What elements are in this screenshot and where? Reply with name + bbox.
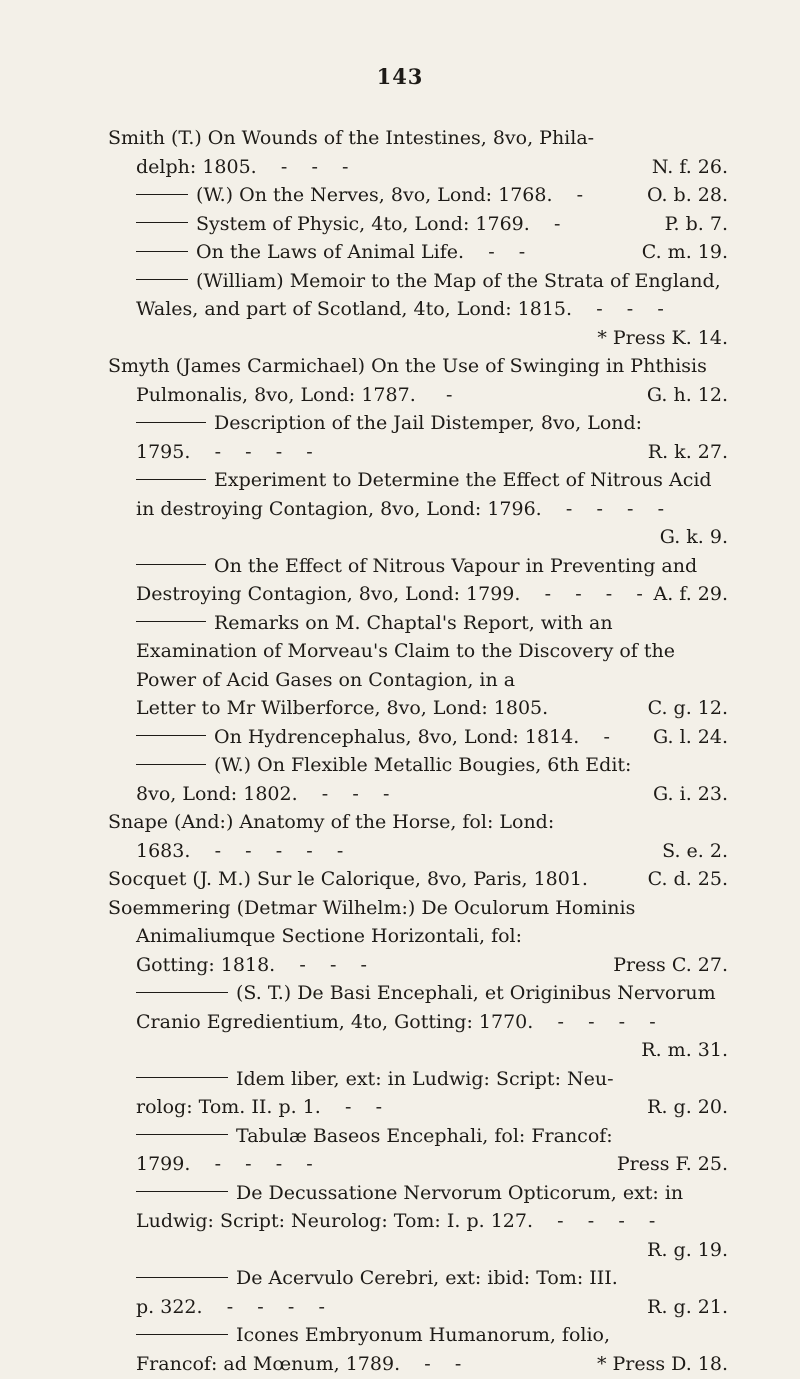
- catalogue-list: [108, 124, 728, 1378]
- leader-dashes: -: [421, 383, 453, 406]
- ditto-rule: [136, 735, 206, 736]
- entry-text: Soemmering (Detmar Wilhelm:) De Oculorum Hominis Animaliumque Sectione Horizontali, fol:: [108, 896, 636, 947]
- entry-imprint-text: 1799.: [466, 583, 521, 605]
- entry-imprint-text: Socquet (J. M.) Sur le Calorique, 8vo, Paris, 1801.: [108, 868, 588, 890]
- entry-imprint: [136, 954, 367, 976]
- ditto-rule: [136, 194, 188, 195]
- catalogue-entry: [108, 808, 728, 865]
- leader-dashes: - - - -: [190, 440, 313, 463]
- entry-imprint: [136, 840, 343, 862]
- shelf-reference: * Press D. 18.: [596, 1352, 728, 1375]
- leader-dashes: - - - -: [520, 583, 643, 605]
- shelf-reference: R. g. 20.: [647, 1096, 728, 1118]
- leader-dashes: - - - -: [533, 1010, 656, 1033]
- ditto-rule: [136, 1191, 228, 1192]
- catalogue-entry: [108, 181, 728, 210]
- ditto-rule: [136, 279, 188, 280]
- entry-text: De Decussatione Nervorum Opticorum, ext: in Ludwig: Script: Neurolog: Tom: I.: [136, 1181, 684, 1232]
- entry-imprint-text: 1795.: [136, 440, 191, 463]
- entry-imprint: [457, 298, 664, 320]
- leader-dashes: - - - -: [202, 1295, 325, 1318]
- leader-dashes: - - -: [297, 782, 390, 805]
- leader-dashes: - -: [320, 1096, 382, 1118]
- catalogue-entry: [108, 1321, 728, 1378]
- entry-imprint: [136, 1153, 313, 1175]
- leader-dashes: - - -: [256, 155, 349, 178]
- leader-dashes: -: [529, 212, 561, 235]
- entry-imprint: [466, 1210, 655, 1232]
- entry-text: Experiment to Determine the Effect of Nitrous Acid in destroying Contagion, 8vo, Lond:: [136, 469, 712, 520]
- entry-text: Smith (T.) On Wounds of the Intestines, 8vo, Phila-: [108, 127, 595, 149]
- catalogue-entry: [108, 1122, 728, 1179]
- catalogue-entry: [108, 1179, 728, 1265]
- entry-text: On the Effect of Nitrous Vapour in Preventing and Destroying Contagion, 8vo, Lond:: [136, 554, 698, 605]
- ditto-rule: [136, 1134, 228, 1135]
- leader-dashes: - -: [464, 241, 526, 263]
- entry-imprint: [136, 1096, 382, 1118]
- catalogue-entry: [108, 267, 728, 353]
- shelf-reference: * Press K. 14.: [597, 326, 728, 349]
- entry-imprint-text: 1796.: [487, 497, 542, 520]
- ditto-rule: [136, 422, 206, 423]
- shelf-reference: G. l. 24.: [653, 725, 728, 748]
- catalogue-entry: [108, 238, 728, 267]
- catalogue-entry: [108, 124, 728, 181]
- catalogue-entry: [108, 1065, 728, 1122]
- leader-dashes: - - -: [572, 298, 664, 320]
- entry-imprint-text: 1683.: [136, 839, 191, 862]
- entry-imprint-text: On Hydrencephalus, 8vo, Lond: 1814.: [214, 725, 580, 748]
- ditto-rule: [136, 1334, 228, 1335]
- entry-text: (S. T.) De Basi Encephali, et Originibus Nervorum Cranio Egredientium, 4to, Gotting:: [136, 982, 716, 1033]
- entry-imprint-text: Gotting: 1818.: [136, 953, 276, 976]
- entry-imprint: [196, 241, 525, 263]
- leader-dashes: - - - -: [541, 497, 665, 520]
- page-number: 143: [376, 64, 424, 89]
- shelf-reference: P. b. 7.: [664, 212, 728, 235]
- ditto-rule: [136, 479, 206, 480]
- entry-text: Tabulæ Baseos Encephali, fol: Francof:: [236, 1124, 613, 1147]
- entry-imprint: [136, 441, 313, 463]
- leader-dashes: -: [552, 184, 584, 206]
- catalogue-entry: [108, 409, 728, 466]
- ditto-rule: [136, 621, 206, 622]
- entry-imprint-text: Francof: ad Mœnum, 1789.: [136, 1352, 401, 1375]
- entry-imprint: [136, 783, 389, 805]
- entry-imprint-text: 1799.: [136, 1153, 191, 1175]
- entry-imprint-text: Letter to Mr Wilberforce, 8vo, Lond: 1805.: [136, 697, 549, 719]
- shelf-reference: O. b. 28.: [646, 184, 728, 206]
- shelf-reference: G. h. 12.: [646, 383, 728, 406]
- entry-text: De Acervulo Cerebri, ext: ibid: Tom: III.: [236, 1267, 618, 1289]
- entry-text: Icones Embryonum Humanorum, folio,: [236, 1324, 611, 1346]
- shelf-reference: S. e. 2.: [662, 839, 728, 862]
- entry-imprint-text: Lond: 1815.: [456, 298, 573, 320]
- ditto-rule: [136, 764, 206, 765]
- shelf-reference: R. k. 27.: [647, 440, 728, 463]
- shelf-reference: C. g. 12.: [647, 697, 728, 719]
- leader-dashes: - -: [400, 1352, 462, 1375]
- ditto-rule: [136, 251, 188, 252]
- catalogue-entry: [108, 865, 728, 894]
- catalogue-entry: [108, 609, 728, 723]
- shelf-reference: C. d. 25.: [647, 868, 728, 890]
- entry-imprint: [479, 1011, 656, 1033]
- shelf-reference: R. g. 19.: [647, 1238, 728, 1261]
- entry-imprint-text: 1770.: [478, 1010, 534, 1033]
- entry-imprint: [136, 156, 348, 178]
- shelf-reference: R. g. 21.: [647, 1295, 728, 1318]
- entry-text: Smyth (James Carmichael) On the Use of Swinging in Phthisis Pulmonalis, 8vo, Lond: 1787.: [108, 355, 707, 406]
- ditto-rule: [136, 1077, 228, 1078]
- entry-imprint: [196, 184, 583, 206]
- entry-imprint: [214, 726, 610, 748]
- ditto-rule: [136, 564, 206, 565]
- ditto-rule: [136, 222, 188, 223]
- shelf-reference: N. f. 26.: [651, 155, 728, 178]
- entry-imprint: [422, 384, 453, 406]
- leader-dashes: - - - -: [190, 1153, 313, 1175]
- catalogue-entry: [108, 552, 728, 609]
- shelf-reference: R. m. 31.: [641, 1039, 728, 1061]
- shelf-reference: G. i. 23.: [653, 782, 728, 805]
- catalogue-entry: [108, 894, 728, 980]
- catalogue-entry: [108, 352, 728, 409]
- entry-imprint-text: rolog: Tom. II. p. 1.: [136, 1096, 321, 1118]
- entry-imprint: [136, 1296, 325, 1318]
- entry-imprint: [108, 868, 588, 890]
- entry-imprint: [487, 498, 664, 520]
- ditto-rule: [136, 1277, 228, 1278]
- entry-imprint-text: p. 322.: [136, 1295, 203, 1318]
- ditto-rule: [136, 992, 228, 993]
- entry-text: (W.) On Flexible Metallic Bougies, 6th Edit:: [214, 754, 632, 776]
- catalogue-entry: [108, 751, 728, 808]
- shelf-reference: A. f. 29.: [653, 583, 728, 605]
- catalogue-entry: [108, 723, 728, 752]
- entry-imprint-text: 8vo, Lond: 1802.: [136, 782, 298, 805]
- entry-imprint-text: p. 127.: [466, 1210, 533, 1232]
- entry-text: Description of the Jail Distemper, 8vo, Lond:: [214, 412, 643, 434]
- entry-imprint: [136, 697, 548, 719]
- entry-text: (William) Memoir to the Map of the Strata of England, Wales, and part of Scotland, 4to,: [136, 269, 721, 320]
- entry-imprint-text: delph: 1805.: [136, 155, 257, 178]
- shelf-reference: Press F. 25.: [616, 1153, 728, 1175]
- leader-dashes: - - -: [275, 953, 367, 976]
- shelf-reference: G. k. 9.: [659, 526, 728, 548]
- catalogue-entry: [108, 1264, 728, 1321]
- entry-imprint: [466, 583, 643, 605]
- entry-text: Remarks on M. Chaptal's Report, with an Examination of Morveau's Claim to the Discovery of the Power of Acid Gases on Contagion, in a: [136, 611, 675, 691]
- shelf-reference: Press C. 27.: [613, 953, 728, 976]
- entry-imprint-text: System of Physic, 4to, Lond: 1769.: [196, 212, 530, 235]
- entry-imprint-text: On the Laws of Animal Life.: [196, 241, 465, 263]
- entry-text: Idem liber, ext: in Ludwig: Script: Neu-: [236, 1067, 614, 1090]
- entry-imprint-text: (W.) On the Nerves, 8vo, Lond: 1768.: [196, 184, 553, 206]
- catalogue-entry: [108, 466, 728, 552]
- catalogue-entry: [108, 210, 728, 239]
- entry-imprint: [136, 1353, 461, 1375]
- entry-text: Snape (And:) Anatomy of the Horse, fol: Lond:: [108, 811, 555, 833]
- catalogue-entry: [108, 979, 728, 1065]
- shelf-reference: C. m. 19.: [641, 241, 728, 263]
- entry-imprint: [196, 213, 560, 235]
- leader-dashes: - - - - -: [190, 839, 344, 862]
- leader-dashes: -: [579, 725, 610, 748]
- leader-dashes: - - - -: [533, 1210, 656, 1232]
